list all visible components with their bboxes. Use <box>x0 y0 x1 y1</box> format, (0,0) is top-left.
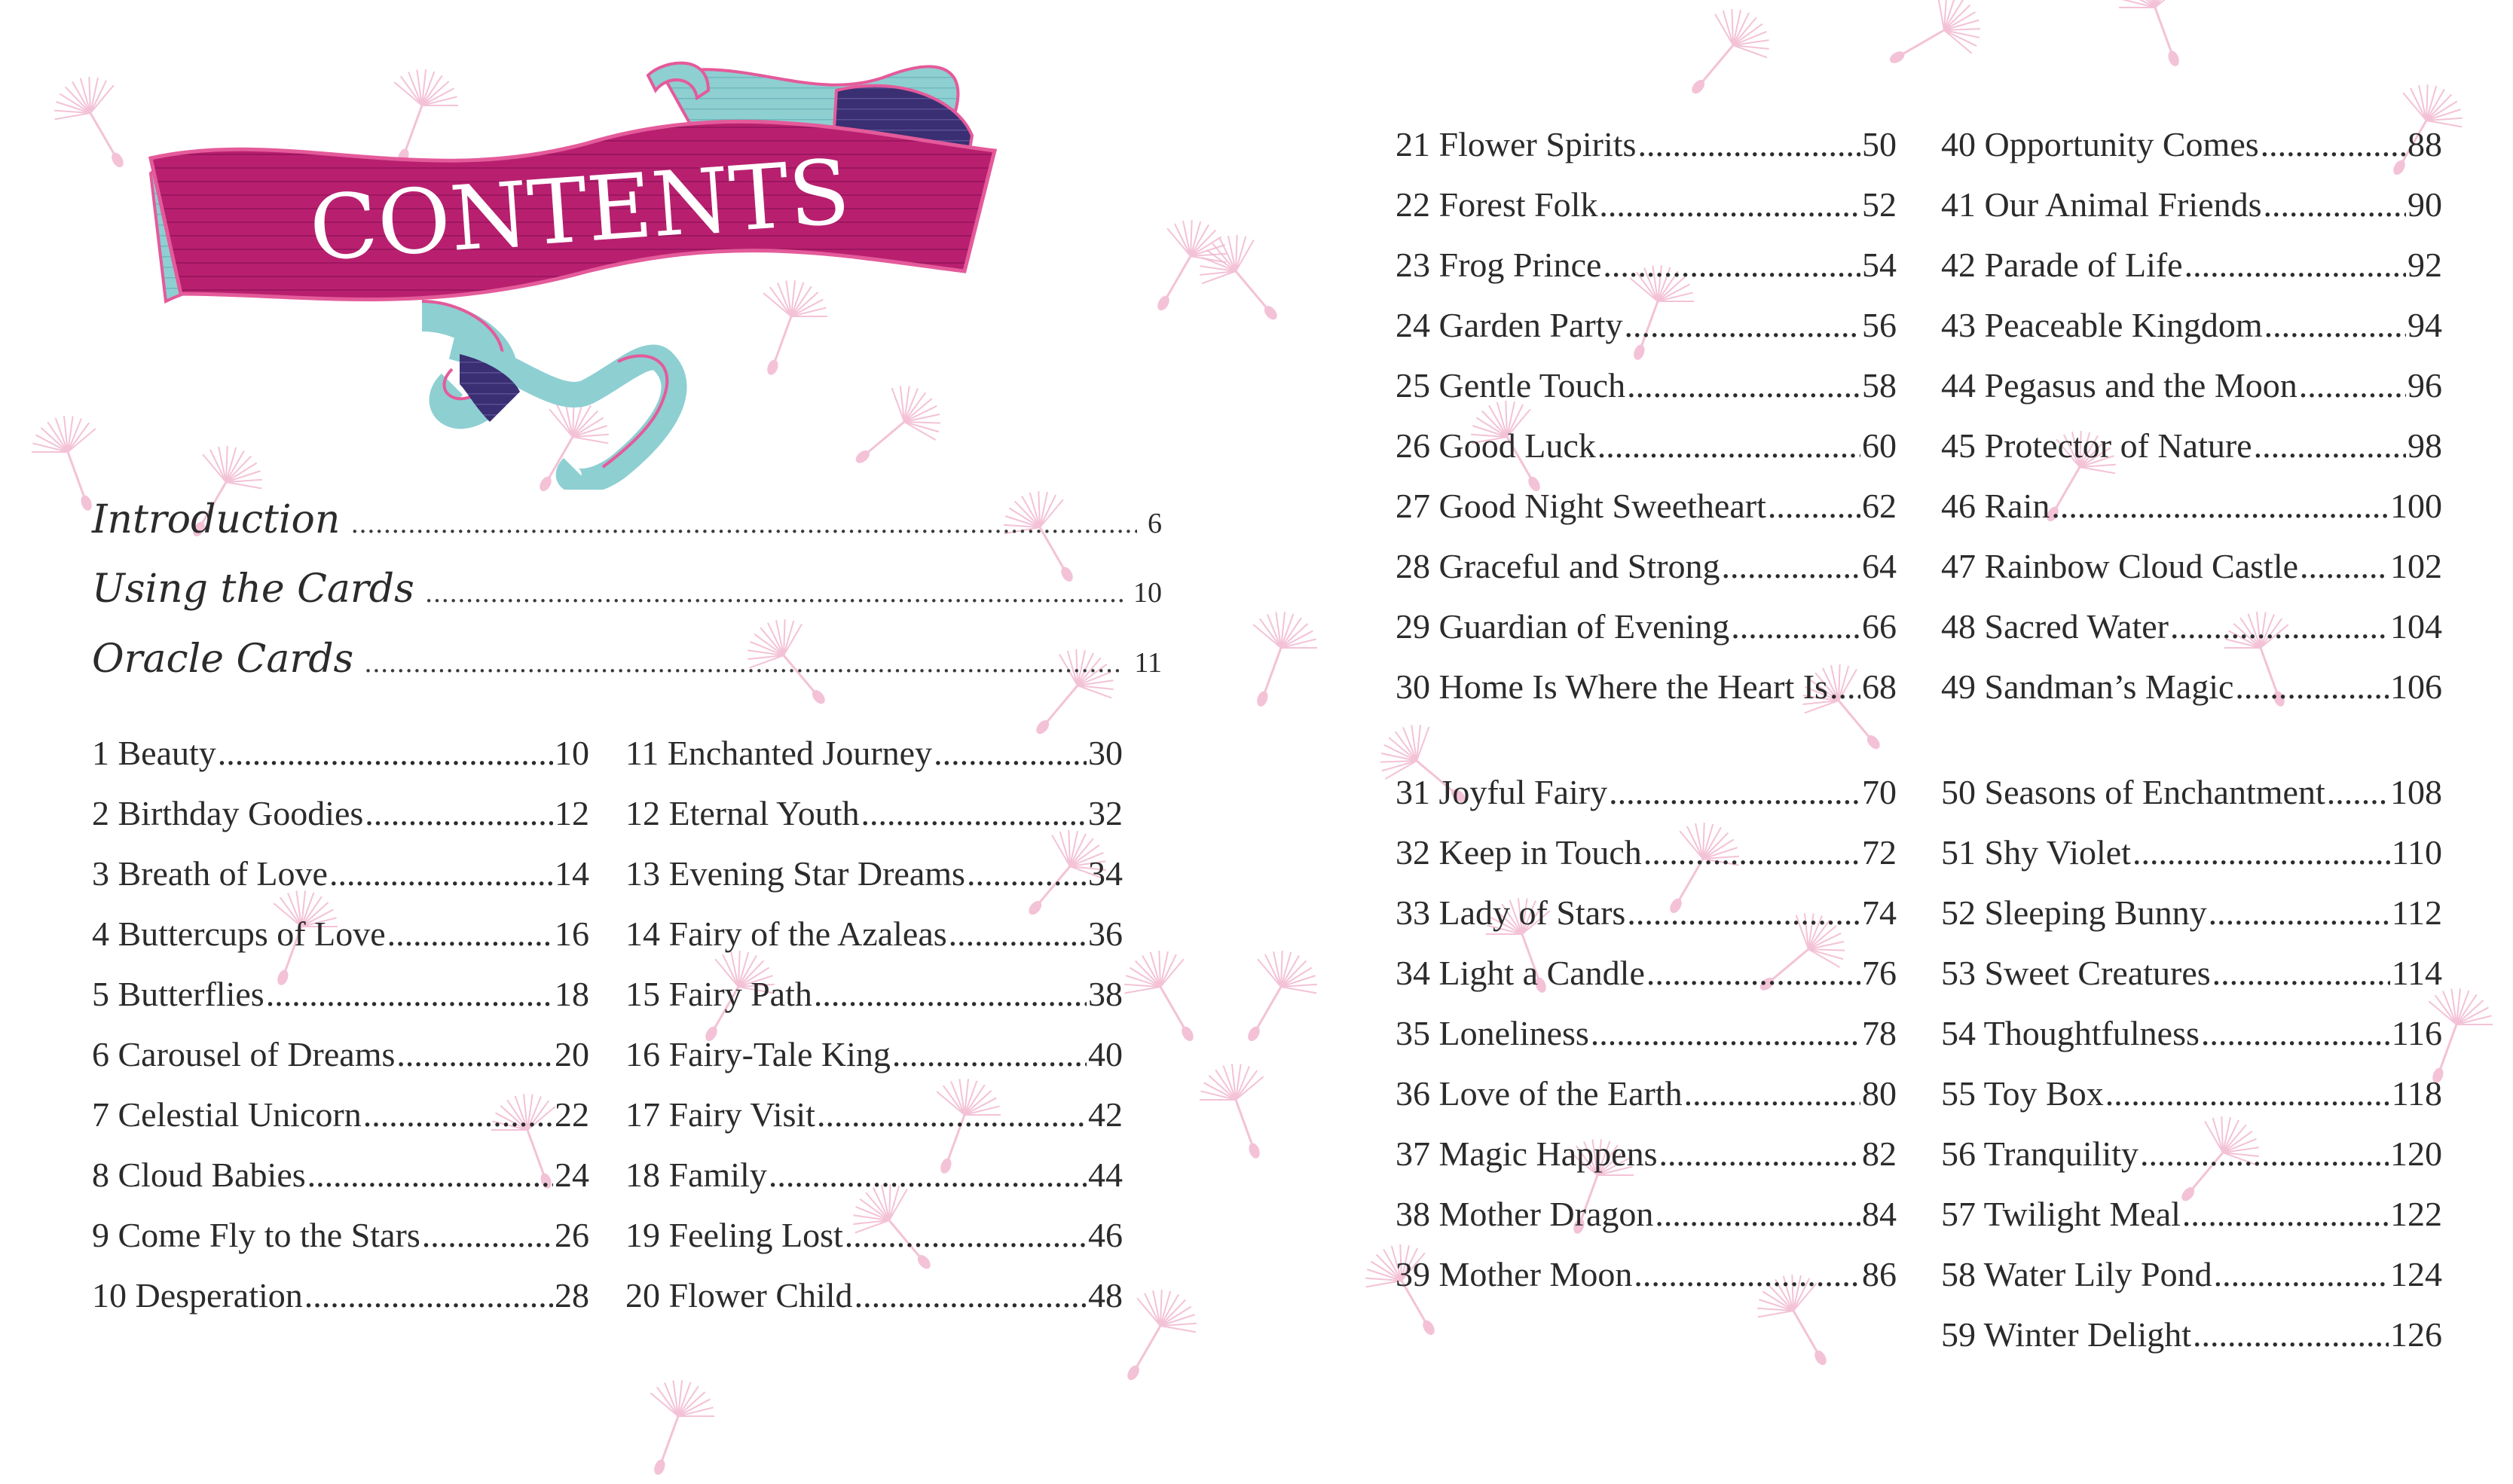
toc-entry[interactable] <box>1396 953 1897 1013</box>
leader-dots <box>363 1095 553 1134</box>
card-title: 55 Toy Box <box>1941 1074 2104 1113</box>
card-page-number: 108 <box>2390 773 2442 811</box>
leader-dots <box>304 1275 553 1315</box>
leader-dots <box>2300 546 2389 586</box>
leader-dots <box>2261 124 2406 164</box>
toc-entry[interactable] <box>625 853 1123 914</box>
toc-entry[interactable] <box>1396 1134 1897 1194</box>
card-title: 15 Fairy Path <box>625 975 812 1013</box>
card-title: 44 Pegasus and the Moon <box>1941 366 2297 405</box>
leader-dots <box>2254 426 2406 466</box>
leader-dots <box>1768 486 1860 526</box>
card-page-number: 24 <box>555 1156 589 1194</box>
card-page-number: 90 <box>2408 185 2442 224</box>
toc-entry[interactable] <box>1941 426 2442 486</box>
toc-entry[interactable] <box>1941 1194 2442 1254</box>
card-page-number: 72 <box>1862 833 1897 872</box>
card-title: 40 Opportunity Comes <box>1941 125 2259 163</box>
toc-entry[interactable] <box>1396 365 1897 426</box>
card-title: 4 Buttercups of Love <box>92 915 386 953</box>
toc-entry[interactable] <box>92 914 589 974</box>
card-title: 25 Gentle Touch <box>1396 366 1626 405</box>
card-page-number: 56 <box>1862 306 1897 344</box>
card-page-number: 96 <box>2408 366 2442 405</box>
card-title: 58 Water Lily Pond <box>1941 1255 2212 1293</box>
leader-dots <box>861 793 1087 833</box>
card-title: 7 Celestial Unicorn <box>92 1095 362 1134</box>
toc-entry[interactable] <box>1396 124 1897 185</box>
card-page-number: 106 <box>2390 667 2442 706</box>
card-column <box>1396 124 1897 727</box>
card-title: 5 Butterflies <box>92 975 264 1013</box>
card-title: 59 Winter Delight <box>1941 1315 2192 1354</box>
toc-entry[interactable] <box>1941 953 2442 1013</box>
card-title: 11 Enchanted Journey <box>625 734 933 772</box>
card-title: 24 Garden Party <box>1396 306 1623 344</box>
toc-entry[interactable] <box>1396 772 1897 832</box>
card-title: 47 Rainbow Cloud Castle <box>1941 547 2299 585</box>
leader-dots <box>2212 953 2390 993</box>
card-page-number: 16 <box>555 915 589 953</box>
leader-dots <box>2327 772 2389 812</box>
card-title: 9 Come Fly to the Stars <box>92 1216 420 1254</box>
card-page-number: 38 <box>1088 975 1123 1013</box>
leader-dots <box>2140 1134 2389 1174</box>
card-page-number: 32 <box>1088 794 1123 832</box>
leader-dots <box>364 649 1124 679</box>
card-title: 19 Feeling Lost <box>625 1216 843 1254</box>
toc-entry[interactable] <box>1396 1194 1897 1254</box>
card-title: 29 Guardian of Evening <box>1396 607 1730 646</box>
card-page-number: 50 <box>1862 125 1897 163</box>
leader-dots <box>934 733 1087 773</box>
card-title: 51 Shy Violet <box>1941 833 2131 872</box>
toc-entry[interactable] <box>1396 245 1897 305</box>
card-title: 45 Protector of Nature <box>1941 426 2252 465</box>
card-column <box>1941 772 2442 1375</box>
card-title: 18 Family <box>625 1156 767 1194</box>
toc-entry[interactable] <box>1396 305 1897 365</box>
card-page-number: 84 <box>1862 1195 1897 1233</box>
toc-entry[interactable] <box>1396 486 1897 546</box>
card-title: 52 Sleeping Bunny <box>1941 893 2207 932</box>
card-page-number: 82 <box>1862 1134 1897 1173</box>
toc-entry[interactable] <box>625 793 1123 853</box>
toc-entry[interactable] <box>1396 1254 1897 1315</box>
card-title: 21 Flower Spirits <box>1396 125 1637 163</box>
card-page-number: 122 <box>2390 1195 2442 1233</box>
leader-dots <box>422 1215 553 1255</box>
leader-dots <box>1659 1134 1860 1174</box>
card-page-number: 116 <box>2391 1014 2442 1052</box>
card-page-number: 118 <box>2391 1074 2442 1113</box>
card-title: 6 Carousel of Dreams <box>92 1035 396 1073</box>
card-title: 26 Good Luck <box>1396 426 1596 465</box>
card-title: 57 Twilight Meal <box>1941 1195 2181 1233</box>
card-title: 32 Keep in Touch <box>1396 833 1642 872</box>
card-page-number: 110 <box>2391 833 2442 872</box>
section-label: Oracle Cards <box>92 637 354 682</box>
toc-entry[interactable] <box>1941 606 2442 667</box>
toc-entry[interactable] <box>1941 1013 2442 1073</box>
leader-dots <box>892 1034 1087 1074</box>
toc-entry[interactable] <box>625 1095 1123 1155</box>
leader-dots <box>1731 606 1860 646</box>
section-page-number: 10 <box>1133 577 1162 609</box>
card-title: 8 Cloud Babies <box>92 1156 306 1194</box>
card-page-number: 62 <box>1862 487 1897 525</box>
leader-dots <box>2132 832 2390 872</box>
toc-entry[interactable] <box>625 733 1123 793</box>
card-page-number: 36 <box>1088 915 1123 953</box>
leader-dots <box>350 509 1137 539</box>
card-title: 39 Mother Moon <box>1396 1255 1633 1293</box>
section-label: Introduction <box>92 497 341 542</box>
leader-dots <box>266 974 553 1014</box>
leader-dots <box>1624 305 1860 345</box>
card-page-number: 60 <box>1862 426 1897 465</box>
card-title: 53 Sweet Creatures <box>1941 954 2211 992</box>
leader-dots <box>2170 606 2389 646</box>
card-title: 30 Home Is Where the Heart Is <box>1396 667 1828 706</box>
card-page-number: 92 <box>2408 246 2442 284</box>
card-title: 56 Tranquility <box>1941 1134 2139 1173</box>
card-page-number: 124 <box>2390 1255 2442 1293</box>
leader-dots <box>396 1034 553 1074</box>
leader-dots <box>2263 185 2406 224</box>
card-title: 37 Magic Happens <box>1396 1134 1658 1173</box>
toc-entry[interactable] <box>1941 667 2442 727</box>
toc-entry[interactable] <box>92 1034 589 1095</box>
leader-dots <box>1591 1013 1860 1053</box>
card-title: 41 Our Animal Friends <box>1941 185 2262 224</box>
card-page-number: 52 <box>1862 185 1897 224</box>
toc-entry[interactable] <box>1941 1315 2442 1375</box>
card-column <box>625 733 1123 1336</box>
leader-dots <box>1627 365 1860 405</box>
card-title: 31 Joyful Fairy <box>1396 773 1608 811</box>
card-page-number: 66 <box>1862 607 1897 646</box>
card-page-number: 48 <box>1088 1276 1123 1315</box>
toc-entry[interactable] <box>1941 832 2442 893</box>
leader-dots <box>2105 1073 2390 1113</box>
card-title: 36 Love of the Earth <box>1396 1074 1683 1113</box>
card-title: 16 Fairy-Tale King <box>625 1035 891 1073</box>
leader-dots <box>365 793 553 833</box>
toc-entry[interactable] <box>625 914 1123 974</box>
card-page-number: 112 <box>2391 893 2442 932</box>
leader-dots <box>1609 772 1860 812</box>
toc-entry[interactable] <box>92 1275 589 1336</box>
card-page-number: 58 <box>1862 366 1897 405</box>
leader-dots <box>1643 832 1860 872</box>
card-title: 35 Loneliness <box>1396 1014 1589 1052</box>
leader-dots <box>2235 667 2389 707</box>
leader-dots <box>1646 953 1860 993</box>
card-title: 27 Good Night Sweetheart <box>1396 487 1766 525</box>
toc-entry[interactable] <box>1396 893 1897 953</box>
leader-dots <box>2201 1013 2390 1053</box>
section-label: Using the Cards <box>92 566 414 612</box>
card-page-number: 104 <box>2390 607 2442 646</box>
card-title: 38 Mother Dragon <box>1396 1195 1654 1233</box>
card-column <box>92 733 589 1336</box>
leader-dots <box>1597 426 1860 466</box>
leader-dots <box>2193 1315 2389 1354</box>
card-page-number: 12 <box>555 794 589 832</box>
card-page-number: 76 <box>1862 954 1897 992</box>
card-page-number: 28 <box>555 1276 589 1315</box>
toc-entry[interactable] <box>1941 365 2442 426</box>
leader-dots <box>1603 245 1860 285</box>
toc-entry[interactable] <box>1396 546 1897 606</box>
leader-dots <box>967 853 1087 893</box>
toc-entry[interactable] <box>1396 1073 1897 1134</box>
card-page-number: 14 <box>555 854 589 893</box>
leader-dots <box>2182 1194 2389 1234</box>
toc-entry[interactable] <box>1396 832 1897 893</box>
leader-dots <box>307 1155 553 1195</box>
card-title: 13 Evening Star Dreams <box>625 854 965 893</box>
toc-entry[interactable] <box>92 1215 589 1275</box>
leader-dots <box>1722 546 1861 586</box>
card-page-number: 70 <box>1862 773 1897 811</box>
card-column <box>1396 772 1897 1315</box>
card-page-number: 42 <box>1088 1095 1123 1134</box>
card-page-number: 46 <box>1088 1216 1123 1254</box>
toc-entry[interactable] <box>92 1095 589 1155</box>
toc-entry[interactable] <box>1941 1254 2442 1315</box>
card-title: 1 Beauty <box>92 734 216 772</box>
leader-dots <box>2299 365 2406 405</box>
toc-entry[interactable] <box>92 974 589 1034</box>
contents-title: CONTENTS <box>306 139 854 281</box>
leader-dots <box>1655 1194 1860 1234</box>
card-title: 48 Sacred Water <box>1941 607 2169 646</box>
card-title: 23 Frog Prince <box>1396 246 1602 284</box>
card-page-number: 114 <box>2391 954 2442 992</box>
card-page-number: 54 <box>1862 246 1897 284</box>
leader-dots <box>218 733 553 773</box>
section-page-number: 6 <box>1148 508 1162 539</box>
card-page-number: 126 <box>2390 1315 2442 1354</box>
section-entry[interactable] <box>92 637 1162 682</box>
card-title: 12 Eternal Youth <box>625 794 860 832</box>
card-page-number: 22 <box>555 1095 589 1134</box>
card-title: 2 Birthday Goodies <box>92 794 364 832</box>
card-title: 34 Light a Candle <box>1396 954 1645 992</box>
card-title: 20 Flower Child <box>625 1276 853 1315</box>
toc-entry[interactable] <box>625 1215 1123 1275</box>
leader-dots <box>1634 1254 1860 1294</box>
toc-entry[interactable] <box>1941 185 2442 245</box>
leader-dots <box>2264 305 2406 345</box>
leader-dots <box>1830 667 1860 707</box>
card-page-number: 88 <box>2408 125 2442 163</box>
card-page-number: 10 <box>555 734 589 772</box>
card-page-number: 102 <box>2390 547 2442 585</box>
leader-dots <box>854 1275 1087 1315</box>
toc-entry[interactable] <box>1396 185 1897 245</box>
leader-dots <box>949 914 1087 954</box>
card-page-number: 94 <box>2408 306 2442 344</box>
leader-dots <box>2214 1254 2389 1294</box>
leader-dots <box>1627 893 1860 933</box>
card-column <box>1941 124 2442 727</box>
leader-dots <box>2209 893 2390 933</box>
leader-dots <box>817 1095 1087 1134</box>
card-page-number: 30 <box>1088 734 1123 772</box>
card-page-number: 78 <box>1862 1014 1897 1052</box>
toc-entry[interactable] <box>1396 667 1897 727</box>
leader-dots <box>425 579 1123 609</box>
card-page-number: 44 <box>1088 1156 1123 1194</box>
toc-entry[interactable] <box>1941 124 2442 185</box>
toc-entry[interactable] <box>625 1275 1123 1336</box>
toc-entry[interactable] <box>1396 1013 1897 1073</box>
toc-entry[interactable] <box>1941 245 2442 305</box>
section-entry[interactable] <box>92 566 1162 612</box>
card-page-number: 20 <box>555 1035 589 1073</box>
card-page-number: 26 <box>555 1216 589 1254</box>
card-page-number: 86 <box>1862 1255 1897 1293</box>
card-title: 42 Parade of Life <box>1941 246 2183 284</box>
card-title: 43 Peaceable Kingdom <box>1941 306 2263 344</box>
card-page-number: 40 <box>1088 1035 1123 1073</box>
section-entry[interactable] <box>92 497 1162 542</box>
card-title: 10 Desperation <box>92 1276 303 1315</box>
leader-dots <box>845 1215 1087 1255</box>
section-page-number: 11 <box>1134 647 1162 679</box>
card-title: 54 Thoughtfulness <box>1941 1014 2200 1052</box>
card-page-number: 100 <box>2390 487 2442 525</box>
card-title: 46 Rain <box>1941 487 2050 525</box>
card-title: 17 Fairy Visit <box>625 1095 815 1134</box>
toc-entry[interactable] <box>1941 772 2442 832</box>
card-title: 33 Lady of Stars <box>1396 893 1626 932</box>
toc-entry[interactable] <box>1396 426 1897 486</box>
toc-entry[interactable] <box>1396 606 1897 667</box>
card-title: 3 Breath of Love <box>92 854 328 893</box>
card-title: 28 Graceful and Strong <box>1396 547 1720 585</box>
toc-entry[interactable] <box>92 733 589 793</box>
leader-dots <box>2184 245 2406 285</box>
leader-dots <box>769 1155 1087 1195</box>
card-title: 14 Fairy of the Azaleas <box>625 915 947 953</box>
card-page-number: 80 <box>1862 1074 1897 1113</box>
toc-entry[interactable] <box>625 1155 1123 1215</box>
card-page-number: 34 <box>1088 854 1123 893</box>
toc-entry[interactable] <box>625 974 1123 1034</box>
toc-entry[interactable] <box>1941 893 2442 953</box>
card-page-number: 18 <box>555 975 589 1013</box>
card-title: 50 Seasons of Enchantment <box>1941 773 2325 811</box>
leader-dots <box>1637 124 1860 164</box>
card-page-number: 98 <box>2408 426 2442 465</box>
card-page-number: 64 <box>1862 547 1897 585</box>
card-page-number: 120 <box>2390 1134 2442 1173</box>
leader-dots <box>1684 1073 1860 1113</box>
toc-entry[interactable] <box>92 1155 589 1215</box>
leader-dots <box>329 853 553 893</box>
leader-dots <box>2051 486 2389 526</box>
leader-dots <box>814 974 1087 1014</box>
card-page-number: 68 <box>1862 667 1897 706</box>
card-title: 49 Sandman’s Magic <box>1941 667 2234 706</box>
card-title: 22 Forest Folk <box>1396 185 1598 224</box>
toc-entry[interactable] <box>92 853 589 914</box>
toc-entry[interactable] <box>1941 1134 2442 1194</box>
card-page-number: 74 <box>1862 893 1897 932</box>
toc-entry[interactable] <box>625 1034 1123 1095</box>
leader-dots <box>387 914 553 954</box>
leader-dots <box>1599 185 1860 224</box>
toc-entry[interactable] <box>1941 486 2442 546</box>
toc-entry[interactable] <box>1941 546 2442 606</box>
toc-entry[interactable] <box>1941 305 2442 365</box>
contents-ribbon-banner <box>136 45 1070 490</box>
toc-entry[interactable] <box>92 793 589 853</box>
toc-entry[interactable] <box>1941 1073 2442 1134</box>
